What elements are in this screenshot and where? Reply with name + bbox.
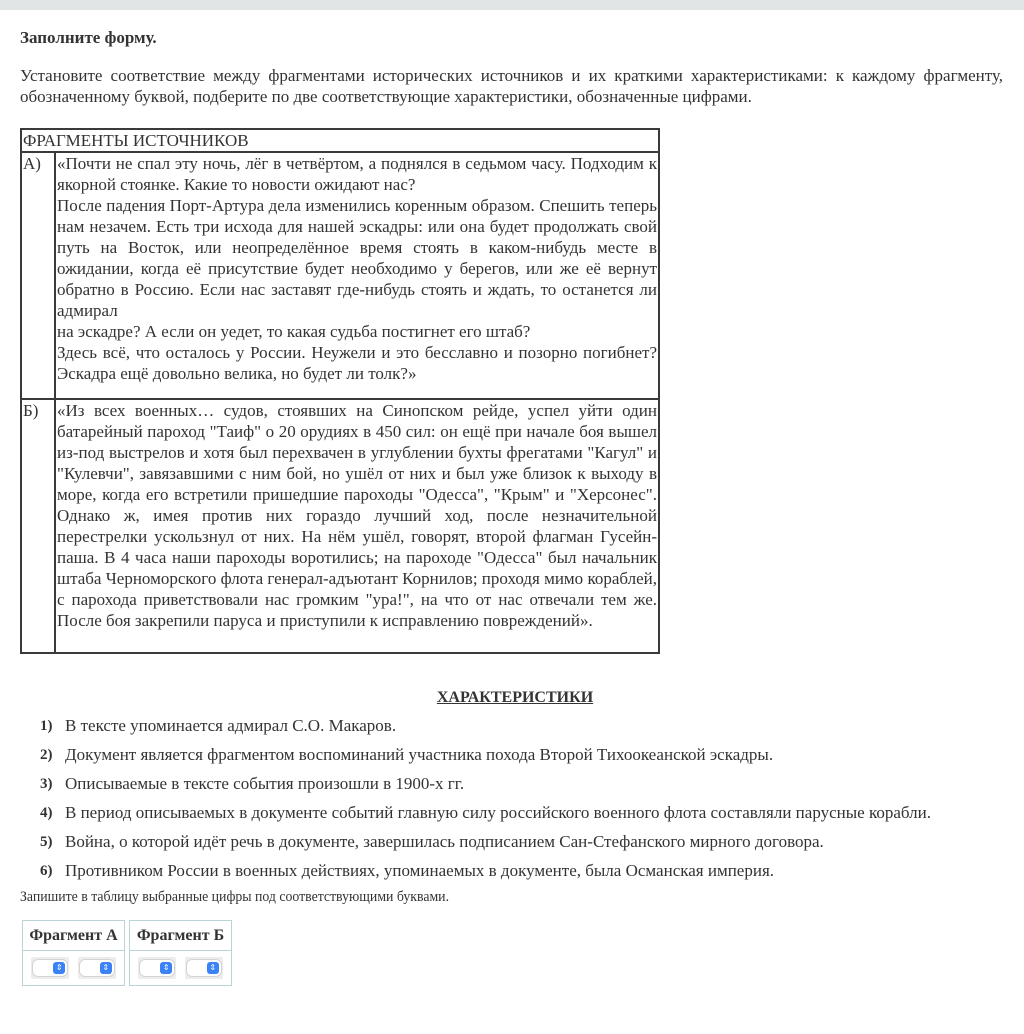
sources-header: ФРАГМЕНТЫ ИСТОЧНИКОВ bbox=[21, 129, 659, 152]
answer-instruction: Запишите в таблицу выбранные цифры под соответствующими буквами. bbox=[20, 889, 450, 905]
item-number: 4) bbox=[40, 805, 53, 821]
item-text: Противником России в военных действиях, упоминаемых в документе, была Османская империя. bbox=[65, 861, 775, 880]
item-number: 1) bbox=[40, 718, 53, 734]
fragment-paragraph: на эскадре? А если он уедет, то какая судьба постигнет его штаб? bbox=[57, 322, 531, 341]
item-text: Война, о которой идёт речь в документе, завершилась подписанием Сан-Стефанского мирного договора. bbox=[65, 832, 824, 851]
item-number: 3) bbox=[40, 776, 53, 792]
fragment-paragraph: «Из всех военных… судов, стоявших на Синопском рейде, успел уйти один батарейный пароход "Таиф" о 20 орудиях в 450 сил: он ещё при начале боя вышел из-под выстрелов и хотя был перехвачен в углублении бухты фрегатами "Кагул" и "Кулевчи", завязавшими с ним бой, но ушёл от них и был уже близок к выходу в море, когда его встретили пришедшие пароходы "Одесса", "Крым" и "Херсонес". Однако ж, имея против них гораздо лучший ход, после незначительной перестрелки ускользнул от них. На нём ушёл, говорят, второй флагман Гусейн-паша. В 4 часа наши пароходы воротились; на пароходе "Одесса" был начальник штаба Черноморского флота генерал-адъютант Корнилов; проходя мимо кораблей, с парохода приветствовали нас громким "ура!", на что от нас отвечали тем же. После боя закрепили паруса и приступили к исправлению повреждений». bbox=[57, 401, 657, 630]
item-text: Описываемые в тексте события произошли в 1900-х гг. bbox=[65, 774, 465, 793]
page-title: Заполните форму. bbox=[20, 28, 157, 47]
fragment-text bbox=[55, 399, 659, 653]
fragment-paragraph: «Почти не спал эту ночь, лёг в четвёртом, а поднялся в седьмом часу. Подходим к якорной стоянке. Какие то новости ожидают нас? bbox=[57, 154, 657, 194]
characteristics-list bbox=[40, 714, 931, 888]
item-text: Документ является фрагментом воспоминаний участника похода Второй Тихоокеанской эскадры. bbox=[65, 745, 774, 764]
updown-chevron-icon: ⇕ bbox=[160, 962, 172, 974]
characteristic-item bbox=[40, 830, 931, 859]
top-bar bbox=[0, 0, 1024, 10]
answer-column-b bbox=[129, 920, 232, 986]
item-number: 5) bbox=[40, 834, 53, 850]
fragment-row-b bbox=[21, 399, 659, 653]
characteristic-item bbox=[40, 859, 931, 888]
answer-select-a2[interactable] bbox=[80, 960, 114, 976]
fragment-row-a bbox=[21, 152, 659, 399]
updown-chevron-icon: ⇕ bbox=[100, 962, 112, 974]
task-instructions: Установите соответствие между фрагментами исторических источников и их краткими характеристиками: к каждому фрагменту, обозначенному буквой, подберите по две соответствующие характеристики, обозначенные цифрами. bbox=[20, 66, 1003, 106]
fragment-letter: Б) bbox=[21, 399, 55, 653]
column-header: Фрагмент Б bbox=[130, 921, 231, 951]
answer-column-a bbox=[22, 920, 125, 986]
answer-table bbox=[22, 920, 232, 986]
characteristic-item bbox=[40, 772, 931, 801]
characteristic-item bbox=[40, 743, 931, 772]
characteristic-item bbox=[40, 714, 931, 743]
sources-table bbox=[20, 128, 660, 654]
item-number: 6) bbox=[40, 863, 53, 879]
characteristic-item bbox=[40, 801, 931, 830]
answer-select-b1[interactable] bbox=[140, 960, 174, 976]
fragment-letter: А) bbox=[21, 152, 55, 399]
fragment-text bbox=[55, 152, 659, 399]
item-text: В тексте упоминается адмирал С.О. Макаров. bbox=[65, 716, 397, 735]
answer-select-b2[interactable] bbox=[187, 960, 221, 976]
fragment-paragraph: Здесь всё, что осталось у России. Неужели и это бесславно и позорно погибнет? Эскадра ещё довольно велика, но будет ли толк?» bbox=[57, 343, 657, 383]
updown-chevron-icon: ⇕ bbox=[207, 962, 219, 974]
fragment-paragraph: После падения Порт-Артура дела изменились коренным образом. Спешить теперь нам незачем. Есть три исхода для нашей эскадры: или она будет продолжать свой путь на Восток, или неопределённое время стоять в каком-нибудь месте в ожидании, когда её присутствие будет необходимо у берегов, или же её вернут обратно в Россию. Если нас заставят где-нибудь стоять и ждать, то останется ли адмирал bbox=[57, 196, 657, 320]
item-text: В период описываемых в документе событий главную силу российского военного флота составляли парусные корабли. bbox=[65, 803, 931, 822]
item-number: 2) bbox=[40, 747, 53, 763]
column-header: Фрагмент А bbox=[23, 921, 124, 951]
updown-chevron-icon: ⇕ bbox=[53, 962, 65, 974]
answer-select-a1[interactable] bbox=[33, 960, 67, 976]
characteristics-title: ХАРАКТЕРИСТИКИ bbox=[436, 689, 594, 706]
